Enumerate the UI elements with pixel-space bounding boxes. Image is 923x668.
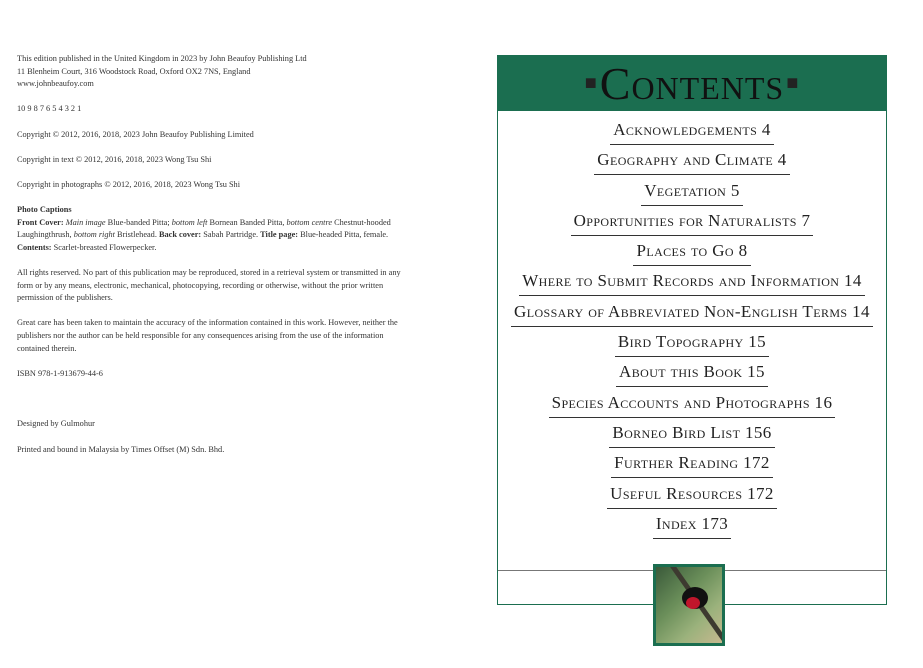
contents-entry[interactable] bbox=[498, 181, 886, 211]
contents-header bbox=[498, 56, 886, 111]
flowerpecker-photo bbox=[653, 564, 725, 646]
contents-panel bbox=[497, 55, 887, 605]
printer-credit: Printed and bound in Malaysia by Times Offset (M) Sdn. Bhd. bbox=[17, 444, 225, 454]
contents-entry-label: Useful Resources 172 bbox=[607, 484, 777, 509]
divider-line bbox=[498, 570, 653, 571]
divider-line bbox=[725, 570, 886, 571]
contents-entry[interactable] bbox=[498, 423, 886, 453]
contents-entry[interactable] bbox=[498, 150, 886, 180]
rights-notice: All rights reserved. No part of this publication may be reproduced, stored in a retrieval system or transmitted in any form or by any means, electronic, mechanical, photocopying, recording or otherwise, without the prior written permission of the publishers. bbox=[17, 268, 401, 303]
contents-list bbox=[498, 120, 886, 544]
photo-captions: Photo Captions Front Cover: Main image Blue-banded Pitta; bottom left Bornean Banded Pitta, bottom centre Chestnut-hooded Laughingthrush, bottom right Bristlehead. Back cover: Sabah Partridge. Title page: Blue-headed Pitta, female. Contents: Scarlet-breasted Flowerpecker. bbox=[17, 205, 391, 252]
disclaimer: Great care has been taken to maintain the accuracy of the information contained in this work. However, neither the publishers nor the author can be held responsible for any consequences arising from the use of the information contained therein. bbox=[17, 318, 398, 353]
contents-entry-label: Glossary of Abbreviated Non-English Terms 14 bbox=[511, 302, 873, 327]
contents-entry[interactable] bbox=[498, 393, 886, 423]
copyright-publisher: Copyright © 2012, 2016, 2018, 2023 John Beaufoy Publishing Limited bbox=[17, 129, 254, 139]
contents-entry[interactable] bbox=[498, 241, 886, 271]
publisher-info: This edition published in the United Kingdom in 2023 by John Beaufoy Publishing Ltd 11 Blenheim Court, 316 Woodstock Road, Oxford OX2 7NS, England www.johnbeaufoy.com bbox=[17, 54, 307, 89]
imprint-page bbox=[17, 53, 407, 469]
contents-entry[interactable] bbox=[498, 302, 886, 332]
contents-entry-label: Vegetation 5 bbox=[641, 181, 743, 206]
dot-ornament: ■ bbox=[786, 72, 800, 94]
contents-entry-label: About this Book 15 bbox=[616, 362, 768, 387]
contents-entry-label: Further Reading 172 bbox=[611, 453, 773, 478]
contents-entry[interactable] bbox=[498, 211, 886, 241]
contents-entry[interactable] bbox=[498, 514, 886, 544]
designer-credit: Designed by Gulmohur bbox=[17, 419, 95, 429]
contents-entry-label: Index 173 bbox=[653, 514, 731, 539]
contents-title: Contents bbox=[599, 58, 785, 109]
contents-entry-label: Where to Submit Records and Information 14 bbox=[519, 271, 865, 296]
contents-entry-label: Bird Topography 15 bbox=[615, 332, 769, 357]
contents-entry[interactable] bbox=[498, 453, 886, 483]
contents-entry-label: Species Accounts and Photographs 16 bbox=[549, 393, 836, 418]
copyright-photos: Copyright in photographs © 2012, 2016, 2018, 2023 Wong Tsu Shi bbox=[17, 179, 241, 189]
contents-entry[interactable] bbox=[498, 271, 886, 301]
contents-entry-label: Places to Go 8 bbox=[633, 241, 750, 266]
contents-entry-label: Acknowledgements 4 bbox=[610, 120, 774, 145]
contents-entry-label: Borneo Bird List 156 bbox=[609, 423, 774, 448]
print-run: 10 9 8 7 6 5 4 3 2 1 bbox=[17, 104, 82, 114]
contents-entry-label: Geography and Climate 4 bbox=[594, 150, 789, 175]
contents-entry[interactable] bbox=[498, 362, 886, 392]
copyright-text: Copyright in text © 2012, 2016, 2018, 2023 Wong Tsu Shi bbox=[17, 154, 212, 164]
contents-entry[interactable] bbox=[498, 332, 886, 362]
contents-entry[interactable] bbox=[498, 484, 886, 514]
website-link[interactable]: www.johnbeaufoy.com bbox=[17, 79, 94, 89]
contents-entry[interactable] bbox=[498, 120, 886, 150]
isbn: ISBN 978-1-913679-44-6 bbox=[17, 368, 103, 378]
contents-entry-label: Opportunities for Naturalists 7 bbox=[571, 211, 814, 236]
dot-ornament: ■ bbox=[584, 72, 598, 94]
